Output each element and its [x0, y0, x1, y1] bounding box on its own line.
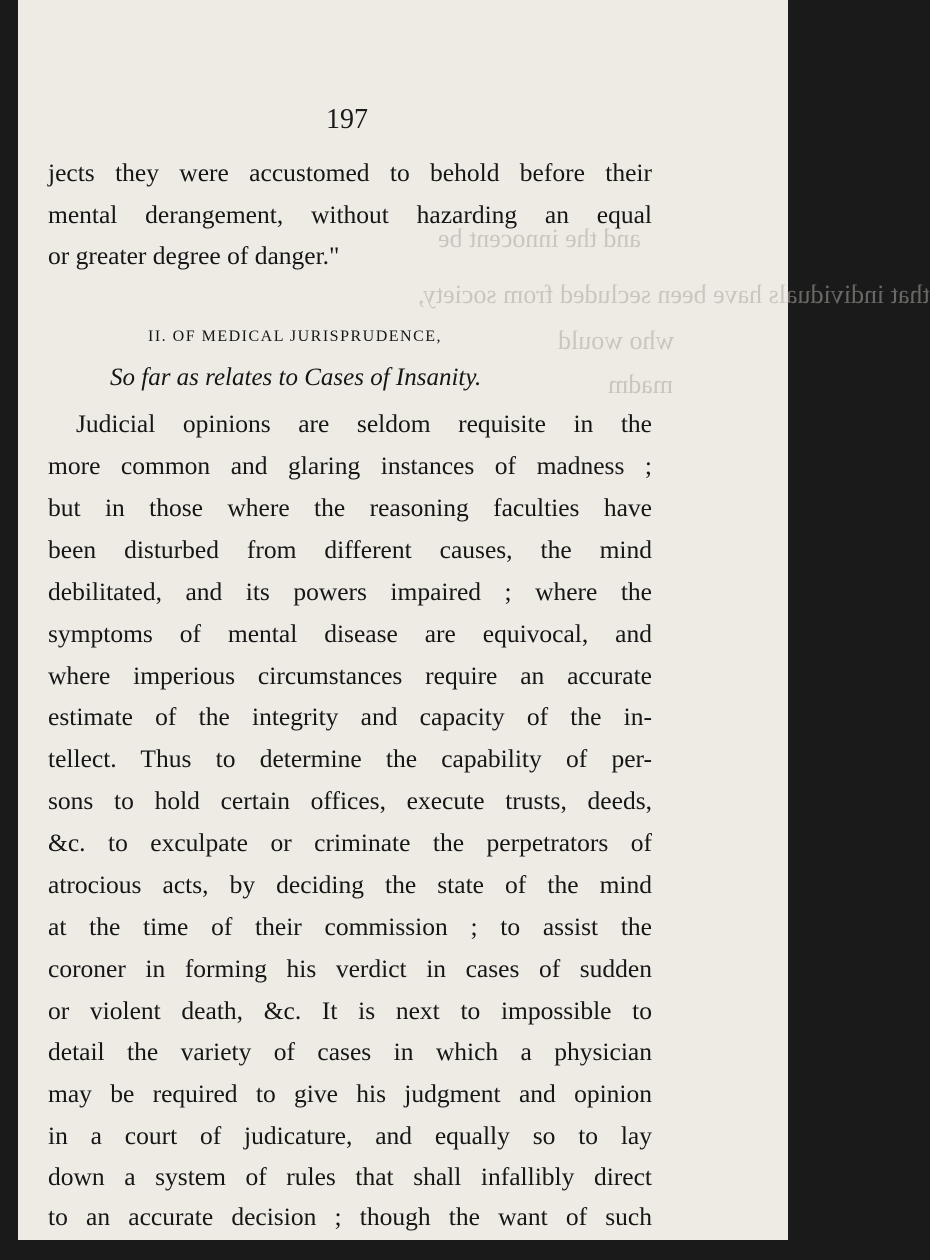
text-line: or greater degree of danger.": [48, 241, 340, 270]
text-line: tellect. Thus to determine the capability of per-: [48, 744, 652, 773]
text-line: Judicial opinions are seldom requisite in the: [76, 409, 652, 438]
text-line: atrocious acts, by deciding the state of the mind: [48, 870, 652, 899]
text-line: coroner in forming his verdict in cases of sudden: [48, 954, 652, 983]
text-line: but in those where the reasoning faculties have: [48, 493, 652, 522]
text-line: mental derangement, without hazarding an equal: [48, 200, 652, 229]
text-line: or violent death, &c. It is next to impossible to: [48, 996, 652, 1025]
text-line: estimate of the integrity and capacity of the in-: [48, 702, 652, 731]
text-line: to an accurate decision ; though the want of such: [48, 1202, 652, 1231]
text-line: may be required to give his judgment and opinion: [48, 1079, 652, 1108]
book-page: [18, 0, 930, 1240]
text-line: jects they were accustomed to behold before their: [48, 158, 652, 187]
text-line: sons to hold certain offices, execute trusts, deeds,: [48, 786, 652, 815]
text-line: down a system of rules that shall infallibly direct: [48, 1162, 652, 1191]
text-line: in a court of judicature, and equally so to lay: [48, 1121, 652, 1150]
text-line: detail the variety of cases in which a physician: [48, 1037, 652, 1066]
text-line: symptoms of mental disease are equivocal, and: [48, 619, 652, 648]
show-through-text: madm: [608, 370, 673, 399]
section-heading: II. OF MEDICAL JURISPRUDENCE,: [148, 328, 443, 345]
text-line: where imperious circumstances require an accurate: [48, 661, 652, 690]
text-line: more common and glaring instances of madness ;: [48, 451, 652, 480]
page-number: 197: [326, 104, 368, 135]
text-line: been disturbed from different causes, the mind: [48, 535, 652, 564]
text-line: &c. to exculpate or criminate the perpetrators of: [48, 828, 652, 857]
show-through-text: and the innocent be: [438, 224, 641, 253]
section-subheading: So far as relates to Cases of Insanity.: [110, 364, 482, 391]
show-through-text: that individuals have been secluded from society,: [418, 280, 930, 309]
text-line: debilitated, and its powers impaired ; where the: [48, 577, 652, 606]
text-line: at the time of their commission ; to assist the: [48, 912, 652, 941]
show-through-text: who would: [558, 326, 675, 355]
